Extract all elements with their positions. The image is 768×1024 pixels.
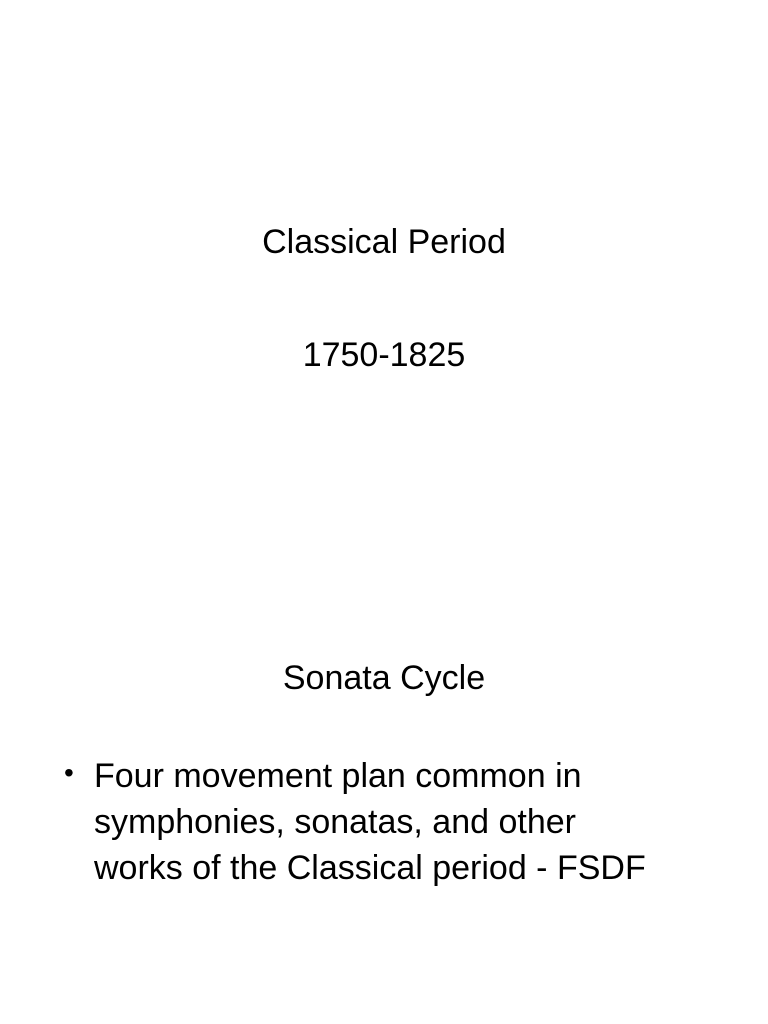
slide-title: Classical Period: [262, 223, 506, 261]
slide-subtitle-date-range: 1750-1825: [302, 336, 466, 374]
bullet-icon: •: [64, 757, 74, 788]
bullet-list: [62, 753, 662, 891]
bullet-item: [62, 753, 662, 891]
slide-sonata-cycle: [0, 512, 768, 1024]
slide-title: Sonata Cycle: [282, 659, 486, 697]
bullet-text: Four movement plan common in symphonies, sonatas, and other works of the Classical period - FSDF: [94, 757, 646, 887]
